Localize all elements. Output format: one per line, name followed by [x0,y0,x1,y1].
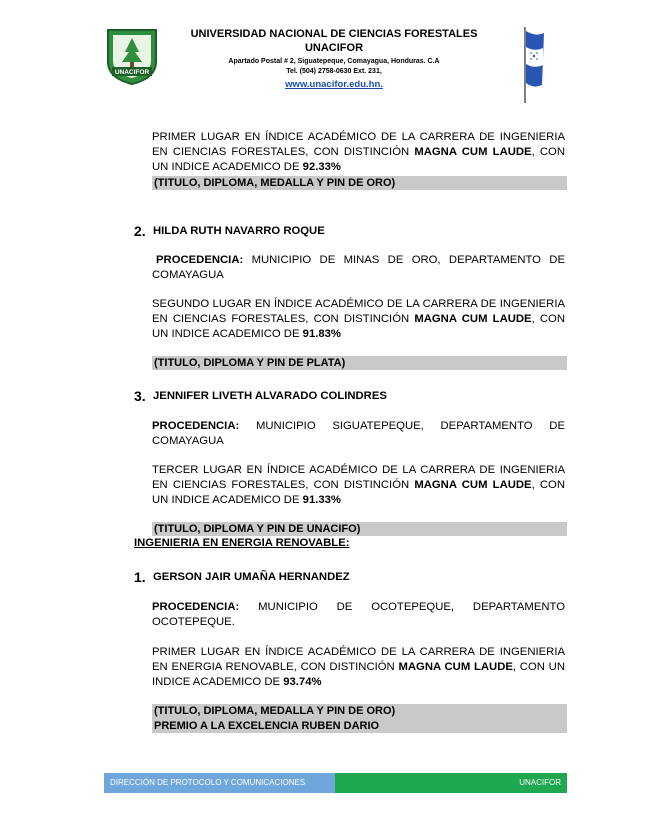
svg-text:UNACIFOR: UNACIFOR [114,69,150,76]
footer-department: DIRECCIÓN DE PROTOCOLO Y COMUNICACIONES [104,773,335,793]
award-bar: (TITULO, DIPLOMA Y PIN DE UNACIFO) [152,522,567,536]
entry-number: 2. [134,223,146,239]
ranking-paragraph: SEGUNDO LUGAR EN ÍNDICE ACADÉMICO DE LA CARRERA DE INGENIERIA EN CIENCIAS FORESTALES, CON DISTINCIÓN MAGNA CUM LAUDE, CON UN INDICE ACADEMICO DE 91.83% [152,298,565,341]
website-link[interactable]: www.unacifor.edu.hn. [285,79,383,90]
award-bar: (TITULO, DIPLOMA, MEDALLA Y PIN DE ORO) [152,176,567,190]
entry-number: 1. [134,569,146,585]
ranking-paragraph: PRIMER LUGAR EN ÍNDICE ACADÉMICO DE LA CARRERA DE INGENIERIA EN CIENCIAS FORESTALES, CON DISTINCIÓN MAGNA CUM LAUDE, CON UN INDICE ACADEMICO DE 92.33% [152,131,565,174]
procedencia-paragraph: PROCEDENCIA: MUNICIPIO DE MINAS DE ORO, DEPARTAMENTO DE COMAYAGUA [152,254,565,282]
university-seal-icon [104,26,160,86]
honduras-flag-icon [522,25,546,103]
award-line: (TITULO, DIPLOMA, MEDALLA Y PIN DE ORO) [154,705,396,717]
university-acronym: UNACIFOR [304,42,364,54]
footer-institution: UNACIFOR [335,773,567,793]
award-bar: (TITULO, DIPLOMA Y PIN DE PLATA) [152,356,567,370]
student-name: GERSON JAIR UMAÑA HERNANDEZ [153,571,350,583]
award-line: PREMIO A LA EXCELENCIA RUBEN DARIO [154,719,380,732]
entry-number: 3. [134,388,146,404]
award-bar [152,704,567,733]
procedencia-paragraph: PROCEDENCIA: MUNICIPIO DE OCOTEPEQUE, DEPARTAMENTO OCOTEPEQUE. [152,601,565,629]
postal-address: Apartado Postal # 2, Siguatepeque, Comayagua, Honduras. C.A [228,58,440,65]
section-heading: INGENIERIA EN ENERGIA RENOVABLE: [134,537,350,549]
student-name: HILDA RUTH NAVARRO ROQUE [153,225,325,237]
university-name: UNIVERSIDAD NACIONAL DE CIENCIAS FORESTALES [190,28,478,40]
phone-number: Tel. (504) 2758-0630 Ext. 231, [286,68,382,75]
ranking-paragraph: TERCER LUGAR EN ÍNDICE ACADÉMICO DE LA CARRERA DE INGENIERIA EN CIENCIAS FORESTALES, CON DISTINCIÓN MAGNA CUM LAUDE, CON UN INDICE ACADEMICO DE 91.33% [152,464,565,507]
student-name: JENNIFER LIVETH ALVARADO COLINDRES [153,390,387,402]
ranking-paragraph: PRIMER LUGAR EN ÍNDICE ACADÉMICO DE LA CARRERA DE INGENIERIA EN ENERGIA RENOVABLE, CON DISTINCIÓN MAGNA CUM LAUDE, CON UN INDICE ACADEMICO DE 93.74% [152,646,565,689]
procedencia-paragraph: PROCEDENCIA: MUNICIPIO SIGUATEPEQUE, DEPARTAMENTO DE COMAYAGUA [152,420,565,448]
